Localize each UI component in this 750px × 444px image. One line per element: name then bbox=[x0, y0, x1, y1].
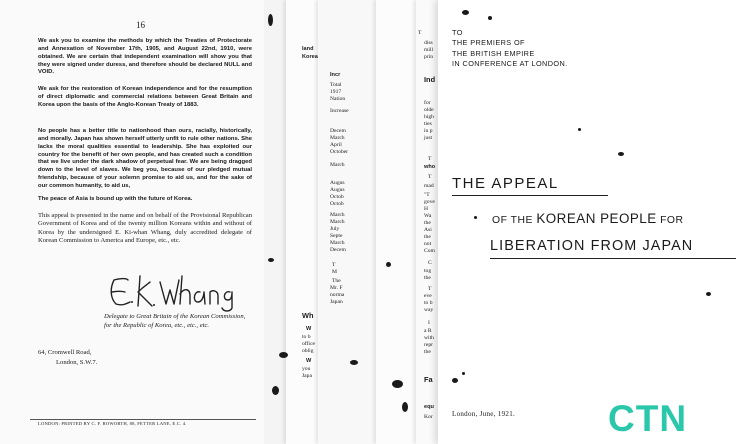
text-fragment: the bbox=[424, 275, 431, 281]
text-fragment: Fa bbox=[424, 375, 433, 384]
text-fragment: eve bbox=[424, 293, 432, 299]
ink-blot bbox=[462, 372, 465, 375]
text-fragment: you bbox=[302, 366, 311, 372]
text-fragment: Japa bbox=[302, 373, 312, 379]
text-fragment: T bbox=[332, 262, 336, 268]
text-fragment: T bbox=[418, 30, 422, 36]
signature bbox=[104, 268, 234, 312]
title-korean-people bbox=[492, 211, 684, 226]
paragraph-peace-of-asia: The peace of Asia is bound up with the future of Korea. bbox=[38, 196, 193, 202]
ink-blot bbox=[386, 262, 391, 267]
ink-blot bbox=[488, 16, 492, 20]
paragraph-restoration: We ask for the restoration of Korean independence and for the resumption of direct diplomatic and commercial relations between Great Britain and Korea upon the basis of the Anglo-Korean Treaty of 1883. bbox=[38, 86, 252, 108]
text-fragment: equ bbox=[424, 404, 434, 410]
ink-blot bbox=[279, 352, 288, 358]
text-fragment: Octob bbox=[330, 201, 344, 207]
addressee-line-2: THE PREMIERS OF bbox=[452, 38, 525, 48]
text-fragment: Wh bbox=[302, 311, 314, 320]
text-fragment: the bbox=[424, 349, 431, 355]
title-the-appeal: THE APPEAL bbox=[452, 175, 559, 192]
title-page bbox=[438, 0, 750, 444]
text-fragment: Decem bbox=[330, 247, 346, 253]
text-fragment: Ind bbox=[424, 75, 436, 84]
text-fragment: Total bbox=[330, 82, 342, 88]
text-fragment: T bbox=[428, 156, 432, 162]
text-fragment: C bbox=[428, 260, 432, 266]
text-fragment: "T bbox=[424, 192, 430, 198]
text-fragment: 1917 bbox=[330, 89, 342, 95]
text-fragment: ties bbox=[424, 121, 432, 127]
text-fragment: Japan bbox=[330, 299, 343, 305]
ink-blot bbox=[268, 14, 273, 26]
title-rule-1 bbox=[452, 195, 608, 196]
text-fragment: Mr. F bbox=[330, 285, 343, 291]
text-fragment: diss bbox=[424, 40, 433, 46]
text-fragment: repr bbox=[424, 342, 434, 348]
text-fragment: mill bbox=[424, 47, 434, 53]
text-fragment: I bbox=[428, 320, 430, 326]
text-fragment: Kor bbox=[424, 414, 433, 420]
text-fragment: high bbox=[424, 114, 434, 120]
publication-date: London, June, 1921. bbox=[452, 410, 516, 418]
title-korean-people-big: KOREAN PEOPLE bbox=[536, 211, 657, 226]
ink-blot bbox=[452, 378, 458, 383]
ink-blot bbox=[706, 292, 711, 296]
ink-blot bbox=[392, 380, 403, 388]
ink-blot bbox=[402, 402, 408, 412]
addressee-block bbox=[452, 28, 568, 69]
text-fragment: April bbox=[330, 142, 342, 148]
text-fragment: Com bbox=[424, 248, 435, 254]
text-fragment: W bbox=[306, 326, 312, 332]
title-liberation: LIBERATION FROM JAPAN bbox=[490, 238, 694, 254]
text-fragment: Augus bbox=[330, 180, 345, 186]
text-fragment: October bbox=[330, 149, 349, 155]
text-fragment: a R bbox=[424, 328, 432, 334]
page-number: 16 bbox=[136, 20, 145, 30]
text-fragment: land bbox=[302, 46, 314, 52]
text-fragment: in p bbox=[424, 128, 433, 134]
text-fragment: July bbox=[330, 226, 340, 232]
ink-blot bbox=[474, 216, 477, 219]
text-fragment: Asi bbox=[424, 227, 432, 233]
text-fragment: who bbox=[424, 164, 436, 170]
paragraph-appeal-presented: This appeal is presented in the name and on behalf of the Provisional Republican Government of Korea and of the twenty million Koreans within and without of Korea by the undersigned E. Ki-whan Whang, duly accredited delegate of Korean Commission to America and Europe, etc., etc. bbox=[38, 212, 252, 245]
text-fragment: not bbox=[424, 241, 432, 247]
text-fragment: March bbox=[330, 212, 345, 218]
text-fragment: to b bbox=[424, 300, 433, 306]
title-small-for: FOR bbox=[660, 215, 684, 226]
ink-blot bbox=[462, 10, 469, 15]
address-line-2: London, S.W.7. bbox=[56, 359, 98, 367]
ink-blot bbox=[578, 128, 581, 131]
text-fragment: way bbox=[424, 307, 434, 313]
ink-blot bbox=[268, 258, 274, 262]
text-fragment: Augus bbox=[330, 187, 345, 193]
addressee-line-3: THE BRITISH EMPIRE bbox=[452, 48, 535, 58]
text-fragment: The bbox=[332, 278, 341, 284]
text-fragment: norma bbox=[330, 292, 345, 298]
title-rule-2 bbox=[490, 258, 736, 259]
text-fragment: H bbox=[424, 206, 429, 212]
text-fragment: March bbox=[330, 162, 345, 168]
text-fragment: Incr bbox=[330, 72, 341, 78]
text-fragment: olde bbox=[424, 107, 434, 113]
text-fragment: Octob bbox=[330, 194, 344, 200]
left-page bbox=[0, 0, 264, 444]
text-fragment: the bbox=[424, 220, 431, 226]
address-line-1: 64, Cromwell Road, bbox=[38, 349, 92, 356]
text-fragment: oblig bbox=[302, 348, 314, 354]
paragraph-nationhood: No people has a better title to nationhood than ours, racially, historically, and morally. Japan has shown herself utterly unfit to rule other nations. She lacks the moral qualities essential to leadership. She has exploited our country for the benefit of her own people, and has created such a condition that we live under the dark shadow of perpetual fear. We are being dragged down to the level of slaves. We beg you, because of our pledged mutual friendship, because of your solemn promise to aid us, and for the sake of our common humanity, to aid us, bbox=[38, 128, 252, 189]
text-fragment: M bbox=[332, 269, 337, 275]
text-fragment: to b bbox=[302, 334, 311, 340]
text-fragment: the bbox=[424, 234, 431, 240]
printer-rule bbox=[30, 419, 256, 420]
addressee-line-4: IN CONFERENCE AT LONDON. bbox=[452, 59, 568, 69]
text-fragment: Increase bbox=[330, 108, 349, 114]
text-fragment: office bbox=[302, 341, 315, 347]
text-fragment: W bbox=[306, 358, 312, 364]
ink-blot bbox=[272, 386, 279, 395]
title-small-of-the: OF THE bbox=[492, 215, 533, 226]
text-fragment: Korea bbox=[302, 54, 318, 60]
printer-imprint: LONDON: PRINTED BY C. F. ROWORTH, 88, FETTER LANE, E.C. 4. bbox=[38, 421, 187, 426]
text-fragment: just bbox=[424, 135, 433, 141]
text-fragment: for bbox=[424, 100, 431, 106]
text-fragment: Nation bbox=[330, 96, 346, 102]
text-fragment: prin bbox=[424, 54, 434, 60]
text-fragment: Wa bbox=[424, 213, 432, 219]
address bbox=[38, 348, 97, 368]
text-fragment: March bbox=[330, 219, 345, 225]
text-fragment: Decem bbox=[330, 128, 346, 134]
addressee-line-1: TO bbox=[452, 28, 463, 37]
text-fragment: March bbox=[330, 135, 345, 141]
text-fragment: gove bbox=[424, 199, 435, 205]
text-fragment: mad bbox=[424, 183, 434, 189]
text-fragment: tog bbox=[424, 268, 432, 274]
delegate-caption: Delegate to Great Britain of the Korean Commission, for the Republic of Korea, etc., etc., etc. bbox=[104, 313, 246, 329]
paragraph-treaties: We ask you to examine the methods by which the Treaties of Protectorate and Annexation of November 17th, 1905, and August 22nd, 1910, were obtained. We are certain that independent examination will show you that they were signed under duress, and therefore should be declared NULL and VOID. bbox=[38, 38, 252, 76]
text-fragment: T bbox=[428, 286, 432, 292]
text-fragment: T bbox=[428, 174, 432, 180]
ink-blot bbox=[618, 152, 624, 156]
ctn-logo: CTN bbox=[608, 398, 688, 439]
text-fragment: Septe bbox=[330, 233, 343, 239]
text-fragment: with bbox=[424, 335, 434, 341]
text-fragment: March bbox=[330, 240, 345, 246]
ink-blot bbox=[350, 360, 358, 365]
